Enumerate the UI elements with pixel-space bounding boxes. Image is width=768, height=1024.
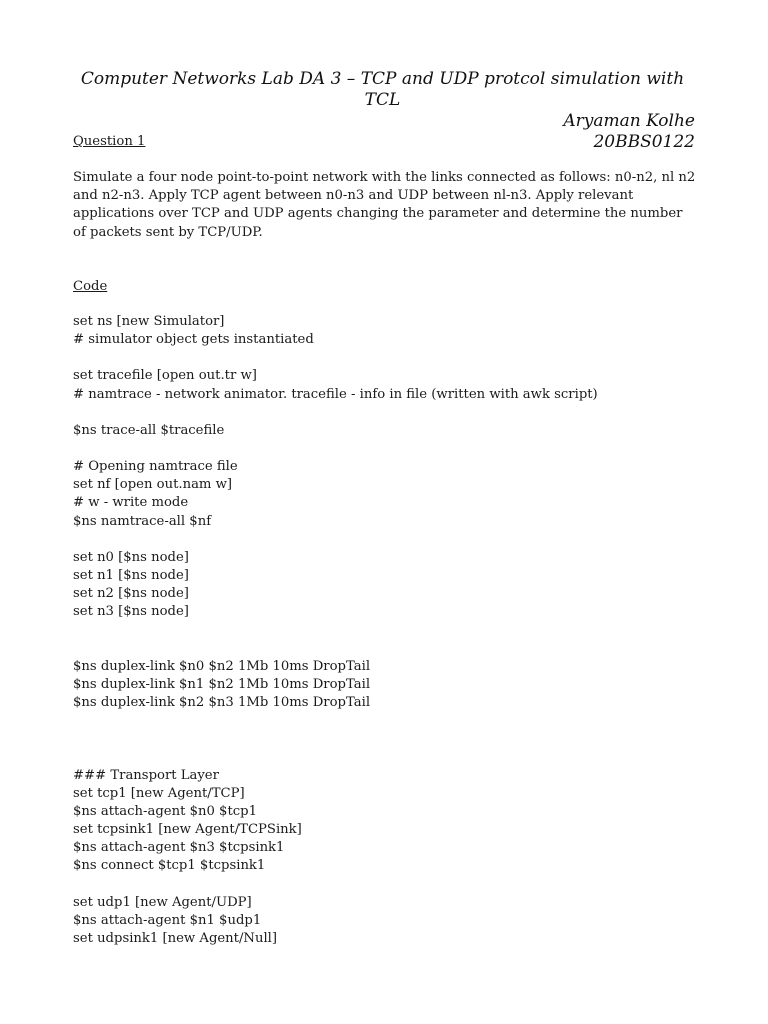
author-name: Aryaman Kolhe	[563, 111, 695, 131]
code-line: set tracefile [open out.tr w]	[73, 368, 257, 384]
code-line	[73, 404, 693, 422]
code-heading: Code	[73, 279, 108, 294]
code-line: set udpsink1 [new Agent/Null]	[73, 930, 278, 946]
code-line	[73, 349, 693, 367]
code-line: # w - write mode	[73, 495, 189, 511]
code-line	[73, 531, 693, 549]
code-line	[73, 440, 693, 458]
code-line: set tcp1 [new Agent/TCP]	[73, 785, 245, 801]
code-line: set n3 [$ns node]	[73, 604, 189, 620]
code-line: set tcpsink1 [new Agent/TCPSink]	[73, 821, 302, 837]
code-line: $ns trace-all $tracefile	[73, 422, 225, 438]
code-line: # Opening namtrace file	[73, 459, 238, 475]
code-line: set n0 [$ns node]	[73, 549, 189, 565]
code-line: $ns duplex-link $n2 $n3 1Mb 10ms DropTail	[73, 694, 371, 710]
code-line: $ns namtrace-all $nf	[73, 513, 212, 529]
question-text: Simulate a four node point-to-point network with the links connected as follows: n0-n2, nl n2 and n2-n3. Apply TCP agent between n0-n3 and UDP between nl-n3. Apply relevant applications over TCP and UDP agents changing the parameter and determine the number of packets sent by TCP/UDP.	[73, 170, 696, 240]
code-line: $ns duplex-link $n1 $n2 1Mb 10ms DropTail	[73, 676, 371, 692]
code-line: # simulator object gets instantiated	[73, 332, 314, 348]
code-line: $ns connect $tcp1 $tcpsink1	[73, 858, 266, 874]
code-line: $ns attach-agent $n3 $tcpsink1	[73, 840, 285, 856]
code-line: ### Transport Layer	[73, 767, 219, 783]
code-line: # namtrace - network animator. tracefile - info in file (written with awk script)	[73, 386, 598, 402]
registration-number: 20BBS0122	[593, 132, 695, 152]
code-line	[73, 640, 693, 658]
document-title: Computer Networks Lab DA 3 – TCP and UDP protcol simulation with TCL	[80, 69, 685, 110]
code-line: $ns duplex-link $n0 $n2 1Mb 10ms DropTail	[73, 658, 371, 674]
code-line: $ns attach-agent $n0 $tcp1	[73, 803, 257, 819]
code-line: set ns [new Simulator]	[73, 314, 225, 329]
code-line: set n2 [$ns node]	[73, 586, 189, 602]
code-line: $ns attach-agent $n1 $udp1	[73, 912, 262, 928]
code-line	[73, 875, 693, 893]
code-block	[73, 313, 693, 948]
code-line	[73, 712, 693, 730]
code-line: set n1 [$ns node]	[73, 567, 189, 583]
code-line	[73, 730, 693, 748]
code-line	[73, 621, 693, 639]
code-line: set nf [open out.nam w]	[73, 477, 233, 493]
code-line: set udp1 [new Agent/UDP]	[73, 894, 252, 910]
question-heading: Question 1	[73, 134, 146, 149]
code-line	[73, 748, 693, 766]
